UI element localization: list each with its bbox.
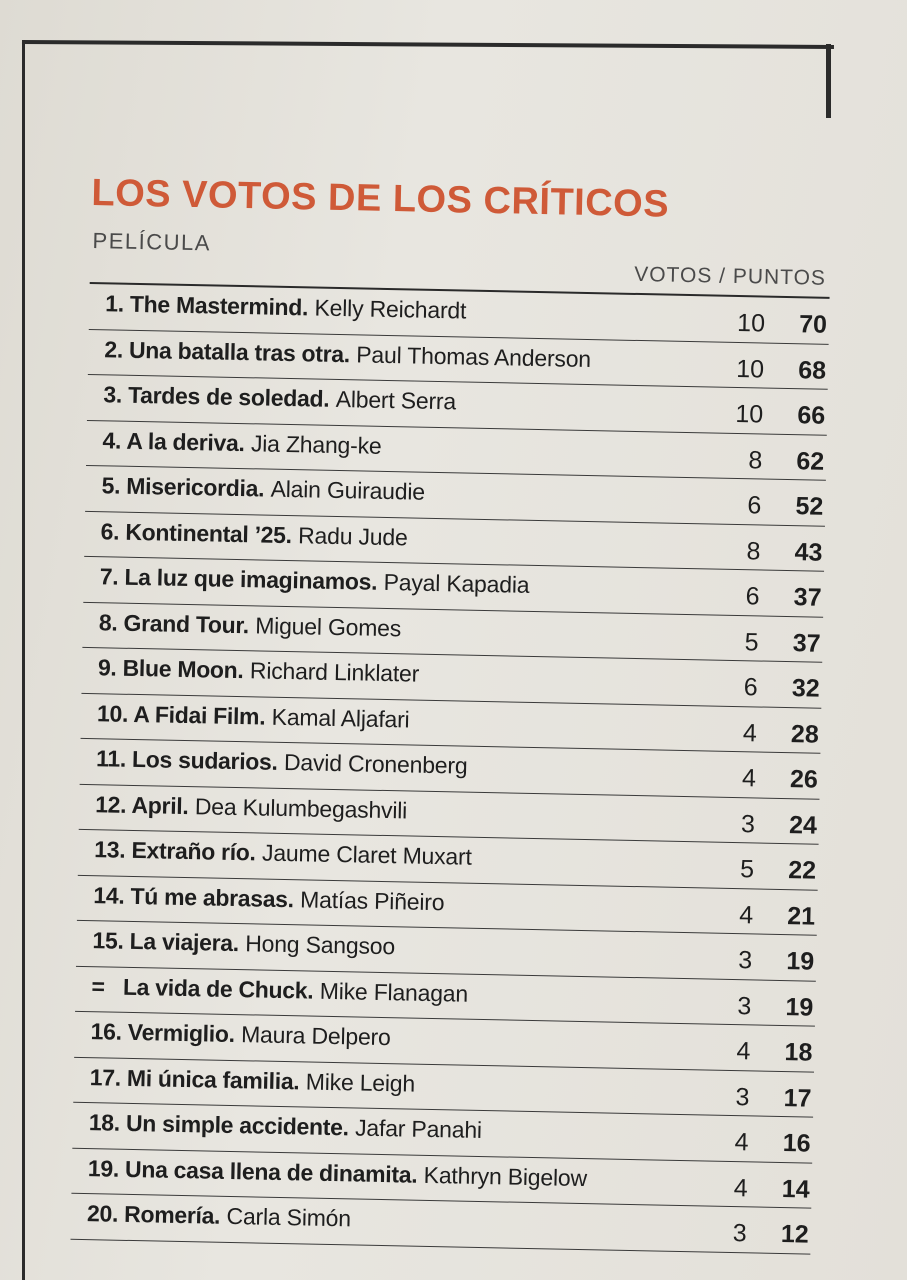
votes-count: 3 [732,1219,748,1248]
film-director: Matías Piñeiro [299,885,445,915]
votes-count: 3 [737,991,752,1020]
film-rank-title: 15. La viajera. [92,927,240,957]
section-title: LOS VOTOS DE LOS CRÍTICOS [91,171,670,226]
film-rank-title: 18. Un simple accidente. [88,1109,350,1141]
film-director: Kamal Aljafari [271,703,410,732]
film-rank-title: 13. Extraño río. [94,836,256,866]
film-entry [96,745,468,779]
film-entry [89,1109,483,1144]
votes-count: 3 [738,946,753,975]
points-count: 68 [798,355,827,385]
votes-count: 4 [736,1037,751,1066]
film-rank-title: 1. The Mastermind. [105,290,309,321]
points-count: 28 [790,719,820,749]
film-director: Jia Zhang-ke [250,429,382,459]
points-count: 26 [789,765,819,794]
points-count: 14 [781,1174,810,1204]
film-rank-title: 20. Romería. [86,1200,221,1229]
film-director: Radu Jude [297,521,408,550]
corner-rule [826,44,831,118]
film-director: Kelly Reichardt [314,294,467,324]
film-rank-title: 7. La luz que imaginamos. [99,563,378,595]
film-director: David Cronenberg [283,748,468,779]
votes-count: 4 [742,718,758,747]
film-director: Mike Flanagan [319,977,469,1007]
film-rank-title: 3. Tardes de soledad. [103,381,330,412]
film-director: Hong Sangsoo [244,930,396,960]
votes-count: 6 [743,673,758,702]
film-director: Mike Leigh [305,1067,416,1097]
votes-count: 3 [735,1082,750,1111]
film-entry [87,1200,351,1232]
film-director: Jaume Claret Muxart [261,839,472,870]
points-count: 16 [782,1129,811,1158]
film-director: Paul Thomas Anderson [356,340,592,372]
film-entry [97,700,410,733]
film-rank-title: 19. Una casa llena de dinamita. [87,1154,418,1188]
column-film-header: PELÍCULA [92,228,212,256]
film-director: Payal Kapadia [383,568,530,598]
votes-count: 5 [744,627,759,656]
points-count: 37 [793,583,822,612]
ranking-list [70,284,829,1254]
film-rank-title: 17. Mi única familia. [89,1063,300,1094]
film-entry [104,336,591,373]
points-count: 32 [791,674,820,703]
votes-count: 6 [745,582,760,611]
film-entry [99,609,402,642]
ranking-box [70,168,831,1254]
points-count: 66 [797,401,826,430]
votes-count: 10 [735,399,764,429]
film-rank-title: 8. Grand Tour. [98,608,250,638]
film-entry [101,472,425,505]
film-rank-title: 16. Vermiglio. [90,1018,236,1048]
film-entry [95,791,407,824]
top-border-rule [22,40,834,49]
film-entry [103,381,456,415]
film-entry [94,836,472,871]
film-entry [105,290,466,324]
film-rank-title: 2. Una batalla tras otra. [104,335,351,367]
film-entry [98,654,420,687]
film-director: Dea Kulumbegashvili [194,792,408,823]
points-count: 19 [785,992,814,1022]
film-rank-title: 5. Misericordia. [101,472,265,502]
points-count: 24 [788,810,818,840]
film-entry [100,563,530,599]
film-rank-title: 10. A Fidai Film. [96,699,266,730]
film-rank-title: 9. Blue Moon. [97,654,244,684]
film-rank-title: = La vida de Chuck. [91,972,314,1004]
points-count: 52 [795,492,824,521]
votes-count: 8 [748,445,763,475]
votes-count: 4 [734,1128,749,1157]
points-count: 18 [784,1038,813,1067]
points-count: 37 [792,628,821,658]
film-entry [92,927,395,960]
film-rank-title: 11. Los sudarios. [95,745,278,775]
film-director: Carla Simón [226,1202,352,1232]
votes-count: 4 [733,1173,748,1202]
film-director: Richard Linklater [249,657,420,687]
film-director: Alain Guiraudie [270,475,426,505]
points-count: 62 [796,446,825,476]
points-count: 70 [798,310,828,339]
film-rank-title: 14. Tú me abrasas. [93,881,295,912]
film-entry [102,427,382,460]
film-entry [88,1155,588,1192]
film-director: Kathryn Bigelow [423,1161,588,1191]
column-votes-points-header: VOTOS / PUNTOS [633,262,827,290]
film-rank-title: 6. Kontinental ’25. [100,517,293,548]
film-rank-title: 4. A la deriva. [102,426,245,456]
points-count: 17 [783,1083,812,1113]
votes-count: 4 [738,900,754,929]
film-rank-title: 12. April. [94,790,189,819]
film-entry [90,1018,390,1051]
film-director: Maura Delpero [240,1021,391,1051]
film-director: Jafar Panahi [354,1114,483,1144]
votes-count: 6 [747,491,762,520]
points-count: 12 [780,1220,810,1249]
points-count: 21 [787,901,816,931]
votes-count: 8 [746,536,761,565]
film-director: Miguel Gomes [255,611,402,641]
film-director: Albert Serra [335,385,457,415]
points-count: 22 [787,856,817,885]
left-border-rule [22,40,25,1280]
film-entry [89,1064,415,1098]
points-count: 19 [786,947,815,976]
film-entry [93,882,445,916]
votes-count: 10 [736,354,765,384]
votes-count: 10 [736,308,766,338]
votes-count: 3 [740,809,756,838]
votes-count: 5 [739,855,755,884]
film-entry [91,973,468,1008]
film-entry [100,518,407,551]
votes-count: 4 [741,764,757,793]
points-count: 43 [794,537,823,567]
